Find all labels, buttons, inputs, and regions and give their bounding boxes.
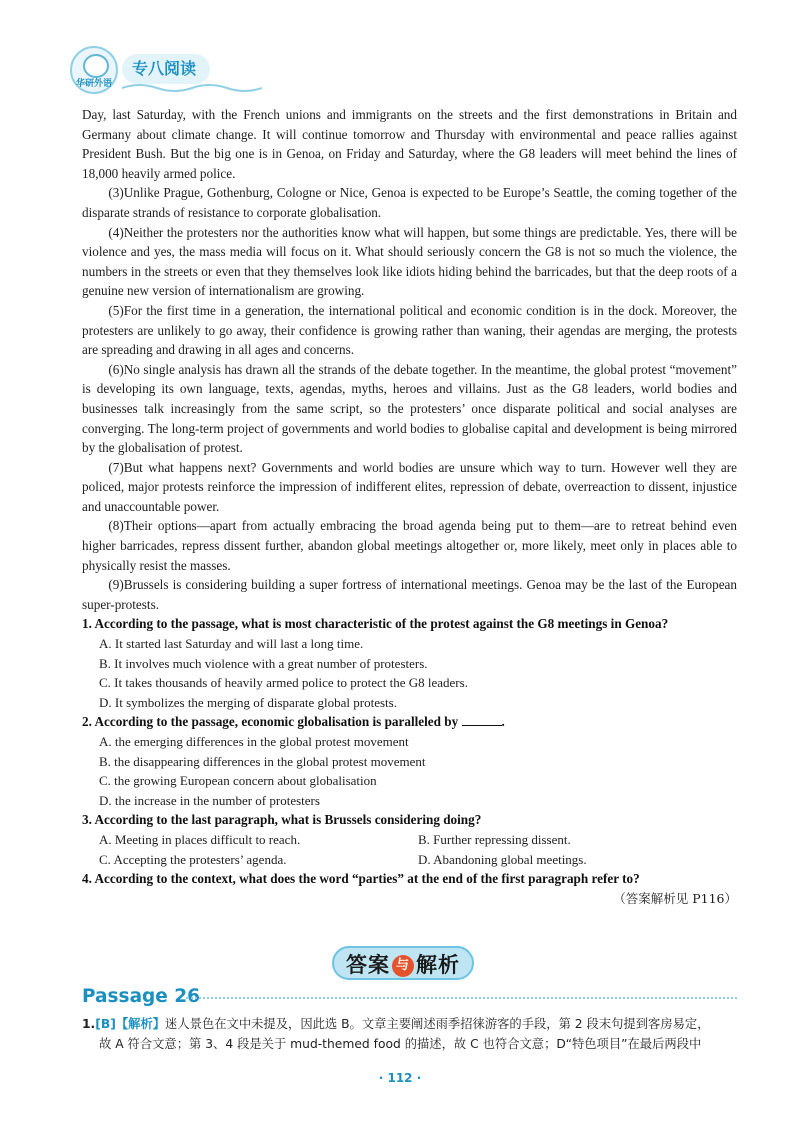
paragraph-8: (8)Their options—apart from actually embracing the broad agenda being put to them—are to retreat behind even higher barricades, repress dissent further, abandon global meetings altogether or, more likely, meet only in places able to physically resist the masses. bbox=[82, 518, 737, 573]
banner-connector-badge: 与 bbox=[392, 955, 414, 977]
answer-text-line-2: 故 A 符合文意；第 3、4 段是关于 mud-themed food 的描述，故 C 也符合文意；D“特色项目”在最后两段中 bbox=[99, 1037, 702, 1051]
answer-explanations bbox=[82, 1014, 737, 1054]
banner-right: 解析 bbox=[416, 953, 460, 977]
page-header bbox=[70, 46, 290, 96]
answer-item-1 bbox=[82, 1014, 737, 1034]
paragraph-6: (6)No single analysis has drawn all the strands of the debate together. In the meantime, the global protest “movement” is developing its own language, texts, agendas, myths, heroes and villains. Just as the G8 leaders, world bodies and businesses talk increasingly from the same script, so the protesters’ once disparate political and social analyses are converging. The long-term project of governments and world bodies to globalise capital and development is being mirrored by the globalisation of protest. bbox=[82, 361, 737, 456]
question-stem: 3. According to the last paragraph, what is Brussels considering doing? bbox=[82, 812, 482, 828]
paragraph-5: (5)For the first time in a generation, the international political and economic condition is in the dock. Moreover, the protesters are unlikely to go away, their confidence is growing rather than waning, their agendas are merging, the protests are spreading and drawing in all ages and concerns. bbox=[82, 302, 737, 358]
header-wave-decoration bbox=[122, 82, 262, 94]
mascot-icon bbox=[83, 54, 109, 78]
question-4 bbox=[82, 869, 737, 909]
option-b: B. Further repressing dissent. bbox=[418, 831, 571, 847]
paragraph-7: (7)But what happens next? Governments and world bodies are unsure which way to turn. However well they are policed, major protests reinforce the impression of indifferent elites, repression of debate, overreaction to dissent, injustice and unaccountable power. bbox=[82, 459, 737, 514]
paragraph-3: (3)Unlike Prague, Gothenburg, Cologne or Nice, Genoa is expected to be Europe’s Seattle, the coming together of the disparate strands of resistance to corporate globalisation. bbox=[82, 185, 737, 220]
question-3 bbox=[82, 810, 737, 869]
question-stem-text: 2. According to the passage, economic globalisation is paralleled by bbox=[82, 714, 459, 730]
paragraph-continued: Day, last Saturday, with the French unions and immigrants on the streets and the first demonstrations in Britain and Germany about climate change. It will continue tomorrow and Thursday with environmental and peace rallies against President Bush. But the big one is in Genoa, on Friday and Saturday, where the G8 leaders will meet behind the lines of 18,000 heavily armed police. bbox=[82, 107, 737, 181]
question-stem bbox=[82, 712, 737, 732]
answer-text-line-1: 迷人景色在文中未提及，因此选 B。文章主要阐述雨季招徕游客的手段，第 2 段末句提到客房易定， bbox=[165, 1017, 710, 1031]
answers-banner bbox=[332, 946, 474, 980]
publisher-logo bbox=[70, 46, 118, 94]
option-b: B. the disappearing differences in the global protest movement bbox=[99, 753, 426, 769]
option-d: D. the increase in the number of protesters bbox=[99, 792, 320, 808]
option-c: C. the growing European concern about globalisation bbox=[99, 773, 377, 789]
dotted-divider bbox=[186, 997, 737, 999]
section-title: 专八阅读 bbox=[122, 54, 210, 84]
option-a: A. Meeting in places difficult to reach. bbox=[99, 831, 301, 847]
question-1 bbox=[82, 614, 737, 712]
answer-blank bbox=[462, 713, 502, 726]
banner-left: 答案 bbox=[346, 953, 390, 977]
option-row bbox=[99, 850, 737, 870]
answer-reference: （答案解析见 P116） bbox=[613, 890, 737, 906]
paragraph-4: (4)Neither the protesters nor the authorities know what will happen, but some things are predictable. Yes, there will be violence and yes, the mass media will focus on it. What should seriously concern the G8 is not so much the violence, the numbers in the streets or even that they themselves look like idiots hiding behind the barricades, but that the deep roots of a genuine new version of internationalism are growing. bbox=[82, 224, 737, 299]
option-a: A. the emerging differences in the global protest movement bbox=[99, 734, 409, 749]
paragraph-9: (9)Brussels is considering building a super fortress of international meetings. Genoa may be the last of the European super-protests. bbox=[82, 577, 737, 612]
page-number: · 112 · bbox=[378, 1071, 422, 1085]
question-2 bbox=[82, 712, 737, 810]
option-c: C. Accepting the protesters’ agenda. bbox=[99, 851, 287, 867]
passage-title: Passage 26 bbox=[82, 986, 201, 1007]
option-d: D. Abandoning global meetings. bbox=[418, 851, 587, 867]
option-c: C. It takes thousands of heavily armed police to protect the G8 leaders. bbox=[99, 675, 468, 691]
question-stem: 4. According to the context, what does the word “parties” at the end of the first paragraph refer to? bbox=[82, 871, 640, 887]
passage-heading bbox=[82, 985, 737, 1011]
option-row bbox=[99, 830, 737, 850]
option-a: A. It started last Saturday and will last a long time. bbox=[99, 636, 364, 652]
question-stem-end: . bbox=[501, 714, 505, 730]
banner-title bbox=[332, 949, 474, 979]
answer-key: [B]【解析】 bbox=[95, 1017, 166, 1031]
reading-content bbox=[82, 105, 737, 909]
option-d: D. It symbolizes the merging of disparate global protests. bbox=[99, 694, 397, 710]
option-b: B. It involves much violence with a great number of protesters. bbox=[99, 655, 428, 671]
question-stem: 1. According to the passage, what is most characteristic of the protest against the G8 meetings in Genoa? bbox=[82, 616, 669, 632]
logo-text: 华研外语 bbox=[75, 79, 112, 89]
answer-number: 1. bbox=[82, 1017, 96, 1031]
